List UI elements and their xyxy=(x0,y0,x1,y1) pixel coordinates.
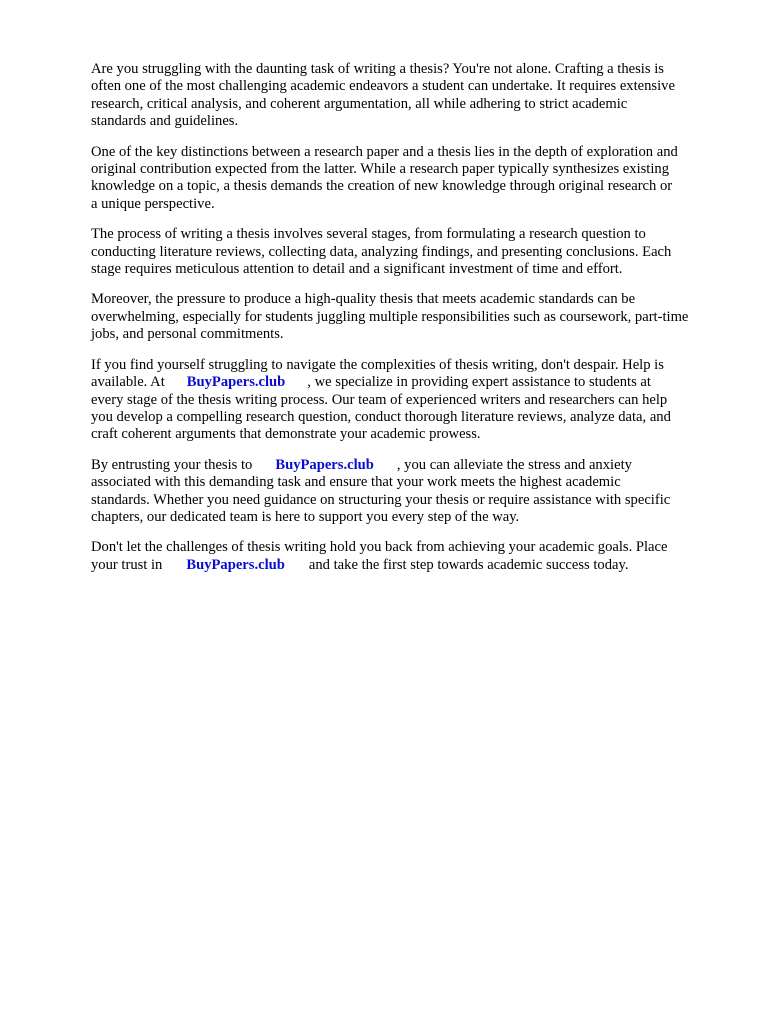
text-line: Don't let the challenges of thesis writing hold you back from achieving your academic goals. Place xyxy=(91,539,668,556)
paragraph-process xyxy=(91,226,737,278)
paragraph-entrusting xyxy=(91,457,737,527)
text-line: often one of the most challenging academic endeavors a student can undertake. It requires extensive xyxy=(91,78,675,95)
paragraph-pressure xyxy=(91,291,737,343)
text-line: stage requires meticulous attention to detail and a significant investment of time and effort. xyxy=(91,261,623,278)
text-line: overwhelming, especially for students juggling multiple responsibilities such as coursework, part-time xyxy=(91,308,689,325)
link-prefix-text: your trust in xyxy=(91,556,163,573)
text-line: original contribution expected from the latter. While a research paper typically synthesizes existing xyxy=(91,161,670,178)
buypapers-link[interactable]: BuyPapers.club xyxy=(186,556,285,573)
text-line: craft coherent arguments that demonstrate your academic prowess. xyxy=(91,426,481,443)
text-line: every stage of the thesis writing process. Our team of experienced writers and researchers can help xyxy=(91,391,668,408)
buypapers-link[interactable]: BuyPapers.club xyxy=(275,456,374,473)
text-line-with-link xyxy=(91,457,737,474)
link-suffix-text: , we specialize in providing expert assistance to students at xyxy=(307,374,651,391)
text-line: standards and guidelines. xyxy=(91,113,239,130)
paragraph-intro xyxy=(91,61,737,131)
text-line-with-link xyxy=(91,374,737,391)
text-line: you develop a compelling research question, conduct thorough literature reviews, analyze data, and xyxy=(91,408,671,425)
paragraph-closing xyxy=(91,539,737,574)
text-line: standards. Whether you need guidance on structuring your thesis or require assistance with specific xyxy=(91,491,671,508)
text-line: Moreover, the pressure to produce a high-quality thesis that meets academic standards can be xyxy=(91,291,636,308)
paragraph-distinctions xyxy=(91,144,737,214)
text-line: conducting literature reviews, collecting data, analyzing findings, and presenting conclusions. Each xyxy=(91,243,672,260)
text-line: jobs, and personal commitments. xyxy=(91,326,284,343)
link-suffix-text: , you can alleviate the stress and anxiety xyxy=(396,456,632,473)
document-body xyxy=(91,61,737,587)
text-line: associated with this demanding task and ensure that your work meets the highest academic xyxy=(91,474,621,491)
text-line: chapters, our dedicated team is here to support you every step of the way. xyxy=(91,508,520,525)
text-line: The process of writing a thesis involves several stages, from formulating a research question to xyxy=(91,226,646,243)
text-line: research, critical analysis, and coherent argumentation, all while adhering to strict academic xyxy=(91,95,628,112)
text-line: Are you struggling with the daunting task of writing a thesis? You're not alone. Crafting a thesis is xyxy=(91,61,664,77)
text-line: If you find yourself struggling to navigate the complexities of thesis writing, don't despair. Help is xyxy=(91,356,664,373)
link-prefix-text: available. At xyxy=(91,374,165,391)
link-prefix-text: By entrusting your thesis to xyxy=(91,456,253,473)
text-line: knowledge on a topic, a thesis demands the creation of new knowledge through original research or xyxy=(91,178,673,195)
paragraph-help xyxy=(91,357,737,444)
link-suffix-text: and take the first step towards academic success today. xyxy=(308,556,629,573)
buypapers-link[interactable]: BuyPapers.club xyxy=(186,374,286,391)
text-line: One of the key distinctions between a research paper and a thesis lies in the depth of exploration and xyxy=(91,143,678,160)
text-line-with-link xyxy=(91,557,737,574)
text-line: a unique perspective. xyxy=(91,195,215,212)
